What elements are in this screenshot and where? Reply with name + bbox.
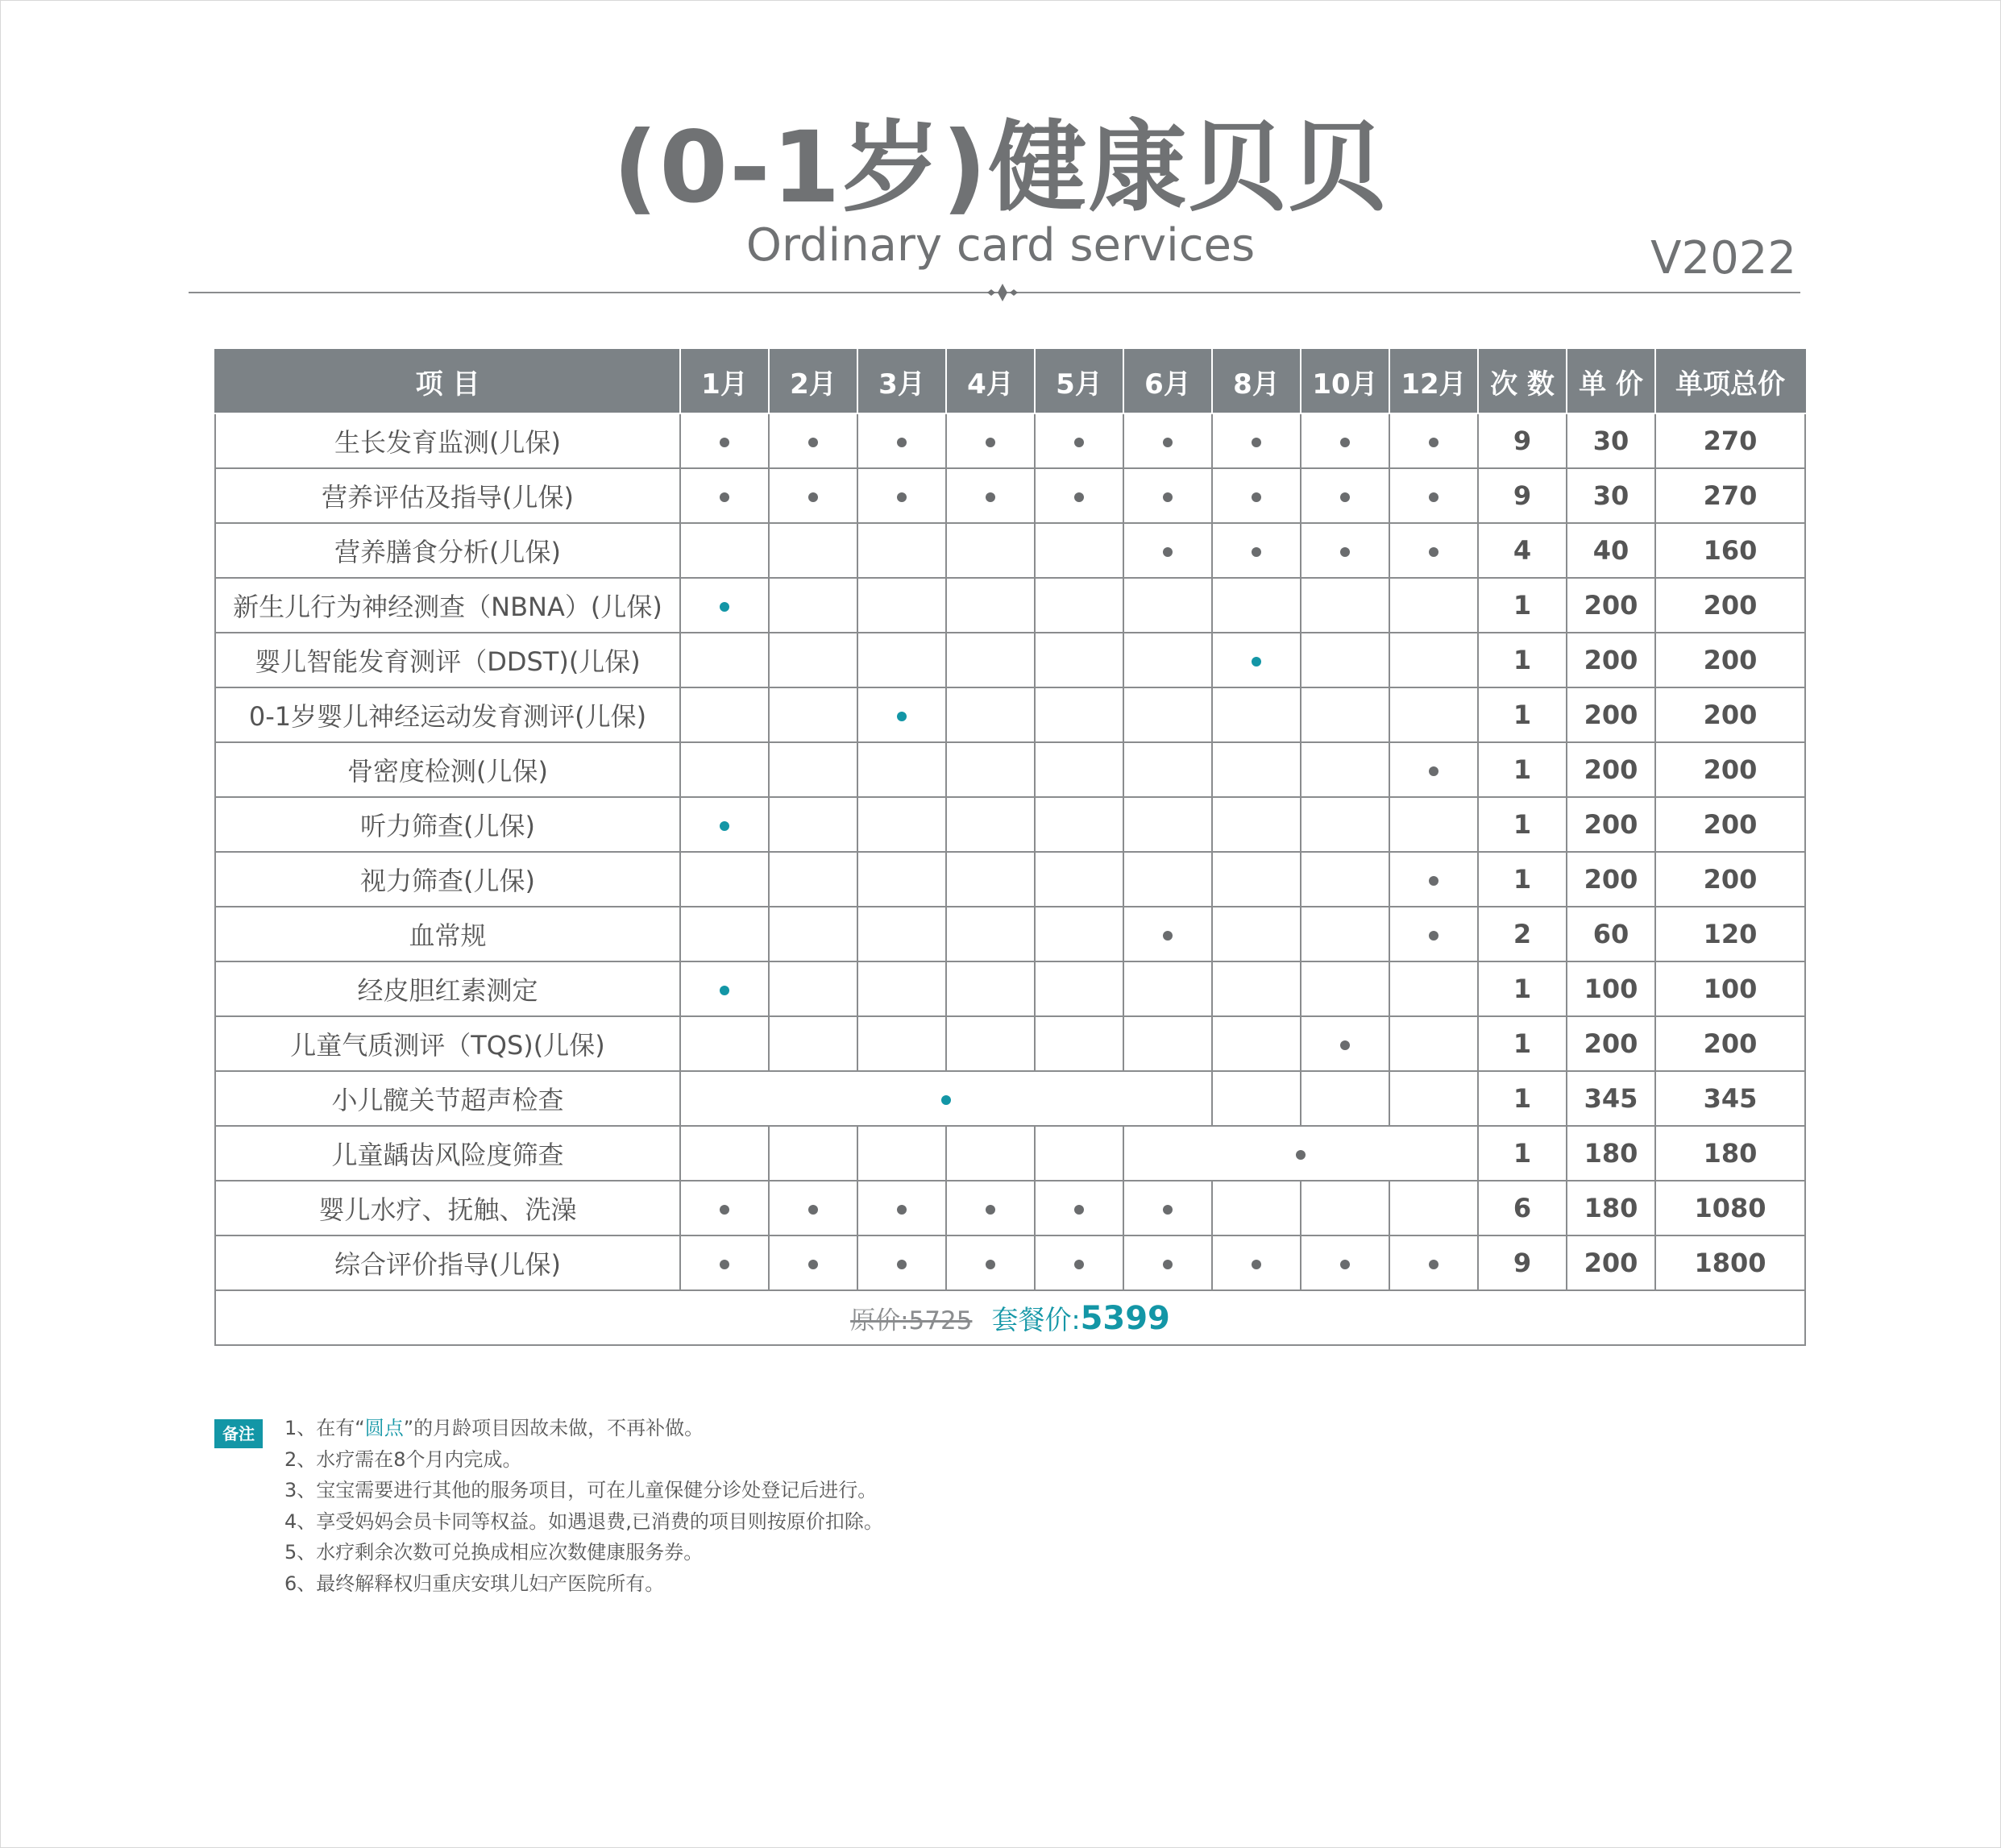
item-price: 200: [1567, 852, 1655, 907]
item-name: 骨密度检测(儿保): [215, 742, 680, 797]
table-row: [215, 523, 1805, 578]
note-text: 1、在有“: [284, 1417, 365, 1439]
note-item: 2、水疗需在8个月内完成。: [284, 1447, 522, 1471]
item-name: 血常规: [215, 907, 680, 961]
schedule-dot: [897, 1260, 907, 1269]
services-table: [214, 349, 1806, 1346]
ornament-icon: [983, 282, 1022, 303]
column-header: 次 数: [1478, 350, 1567, 413]
column-header: 8月: [1212, 350, 1301, 413]
column-header: 2月: [769, 350, 857, 413]
item-name: 听力筛查(儿保): [215, 797, 680, 852]
item-total: 1080: [1655, 1181, 1805, 1235]
schedule-dot: [1252, 657, 1261, 667]
item-count: 1: [1478, 961, 1567, 1016]
schedule-dot: [1163, 438, 1173, 447]
table-row: [215, 907, 1805, 961]
item-price: 30: [1567, 413, 1655, 468]
page-title: (0-1岁)健康贝贝: [612, 110, 1389, 225]
schedule-dot: [1429, 492, 1438, 502]
schedule-dot: [720, 986, 729, 995]
table-row: [215, 961, 1805, 1016]
item-count: 1: [1478, 1071, 1567, 1126]
item-count: 9: [1478, 468, 1567, 523]
item-price: 180: [1567, 1126, 1655, 1181]
schedule-dot: [986, 492, 995, 502]
item-name: 小儿髋关节超声检查: [215, 1071, 680, 1126]
schedule-dot: [1340, 1260, 1350, 1269]
schedule-dot: [1163, 492, 1173, 502]
schedule-dot: [1429, 876, 1438, 886]
schedule-dot: [1163, 1260, 1173, 1269]
column-header: 单 价: [1567, 350, 1655, 413]
item-price: 200: [1567, 578, 1655, 633]
item-price: 345: [1567, 1071, 1655, 1126]
table-row: [215, 1016, 1805, 1071]
schedule-dot: [1340, 1040, 1350, 1050]
item-name: 生长发育监测(儿保): [215, 413, 680, 468]
item-name: 视力筛查(儿保): [215, 852, 680, 907]
table-row: [215, 1235, 1805, 1290]
schedule-dot: [720, 492, 729, 502]
table-row: [215, 578, 1805, 633]
schedule-dot: [941, 1095, 951, 1105]
item-total: 270: [1655, 468, 1805, 523]
schedule-dot: [1163, 931, 1173, 941]
schedule-dot: [1074, 438, 1084, 447]
item-name: 儿童气质测评（TQS)(儿保): [215, 1016, 680, 1071]
item-total: 200: [1655, 1016, 1805, 1071]
note-item: 6、最终解释权归重庆安琪儿妇产医院所有。: [284, 1572, 665, 1595]
schedule-dot: [1252, 547, 1261, 557]
item-total: 1800: [1655, 1235, 1805, 1290]
schedule-dot: [1074, 1260, 1084, 1269]
table-row: [215, 742, 1805, 797]
item-count: 1: [1478, 742, 1567, 797]
item-total: 200: [1655, 687, 1805, 742]
item-count: 1: [1478, 797, 1567, 852]
schedule-dot: [897, 438, 907, 447]
item-price: 200: [1567, 797, 1655, 852]
schedule-dot: [1429, 1260, 1438, 1269]
table-row: [215, 413, 1805, 468]
schedule-dot: [1340, 547, 1350, 557]
summary-row: [215, 1290, 1805, 1345]
item-name: 婴儿水疗、抚触、洗澡: [215, 1181, 680, 1235]
table-row: [215, 468, 1805, 523]
schedule-dot: [1074, 492, 1084, 502]
note-item: 4、享受妈妈会员卡同等权益。如遇退费,已消费的项目则按原价扣除。: [284, 1510, 883, 1533]
item-count: 1: [1478, 1126, 1567, 1181]
schedule-dot: [897, 1205, 907, 1215]
item-total: 100: [1655, 961, 1805, 1016]
item-total: 200: [1655, 797, 1805, 852]
table-row: [215, 687, 1805, 742]
item-count: 4: [1478, 523, 1567, 578]
schedule-dot: [720, 438, 729, 447]
item-count: 6: [1478, 1181, 1567, 1235]
item-total: 200: [1655, 633, 1805, 687]
schedule-dot: [808, 1205, 818, 1215]
schedule-dot: [1163, 1205, 1173, 1215]
schedule-dot: [720, 602, 729, 612]
schedule-dot: [1340, 438, 1350, 447]
item-total: 200: [1655, 852, 1805, 907]
item-name: 婴儿智能发育测评（DDST)(儿保): [215, 633, 680, 687]
item-total: 200: [1655, 742, 1805, 797]
schedule-dot: [1340, 492, 1350, 502]
note-text: ”的月龄项目因故未做，不再补做。: [403, 1417, 704, 1439]
table-row: [215, 852, 1805, 907]
schedule-dot: [1429, 931, 1438, 941]
schedule-dot: [1163, 547, 1173, 557]
column-header: 6月: [1123, 350, 1212, 413]
schedule-dot: [808, 438, 818, 447]
column-header: 5月: [1035, 350, 1123, 413]
original-price: 原价:5725: [850, 1306, 973, 1335]
schedule-dot: [720, 1205, 729, 1215]
item-price: 200: [1567, 633, 1655, 687]
schedule-dot: [1296, 1150, 1306, 1160]
schedule-dot: [808, 1260, 818, 1269]
item-total: 345: [1655, 1071, 1805, 1126]
item-count: 1: [1478, 687, 1567, 742]
schedule-dot: [986, 1205, 995, 1215]
column-header: 10月: [1301, 350, 1389, 413]
item-count: 1: [1478, 1016, 1567, 1071]
item-name: 综合评价指导(儿保): [215, 1235, 680, 1290]
note-item: 3、宝宝需要进行其他的服务项目，可在儿童保健分诊处登记后进行。: [284, 1479, 878, 1501]
schedule-dot: [1429, 438, 1438, 447]
schedule-dot: [986, 1260, 995, 1269]
item-price: 200: [1567, 687, 1655, 742]
column-header: 1月: [680, 350, 769, 413]
table-header-row: [215, 350, 1805, 413]
schedule-dot: [1074, 1205, 1084, 1215]
item-name: 经皮胆红素测定: [215, 961, 680, 1016]
item-price: 180: [1567, 1181, 1655, 1235]
note-highlight: 圆点: [364, 1417, 404, 1439]
item-price: 200: [1567, 1016, 1655, 1071]
item-price: 30: [1567, 468, 1655, 523]
schedule-dot: [808, 492, 818, 502]
item-count: 2: [1478, 907, 1567, 961]
schedule-dot: [986, 438, 995, 447]
column-header: 单项总价: [1655, 350, 1805, 413]
notes-tag: 备注: [214, 1419, 263, 1448]
package-price: 5399: [1080, 1299, 1170, 1337]
column-header: 3月: [857, 350, 946, 413]
item-total: 180: [1655, 1126, 1805, 1181]
item-total: 200: [1655, 578, 1805, 633]
item-total: 120: [1655, 907, 1805, 961]
item-total: 270: [1655, 413, 1805, 468]
schedule-dot: [897, 712, 907, 721]
schedule-dot: [897, 492, 907, 502]
item-count: 1: [1478, 578, 1567, 633]
package-price-label: 套餐价:: [991, 1303, 1081, 1335]
item-name: 营养膳食分析(儿保): [215, 523, 680, 578]
schedule-dot: [1429, 766, 1438, 776]
item-name: 儿童龋齿风险度筛查: [215, 1126, 680, 1181]
item-name: 新生儿行为神经测查（NBNA）(儿保): [215, 578, 680, 633]
schedule-dot: [1252, 492, 1261, 502]
version-label: V2022: [1650, 232, 1796, 284]
item-price: 60: [1567, 907, 1655, 961]
item-name: 0-1岁婴儿神经运动发育测评(儿保): [215, 687, 680, 742]
table-row: [215, 1126, 1805, 1181]
column-header: 4月: [946, 350, 1035, 413]
item-price: 200: [1567, 1235, 1655, 1290]
item-count: 9: [1478, 1235, 1567, 1290]
note-item: [284, 1413, 883, 1444]
schedule-dot: [1429, 547, 1438, 557]
item-count: 1: [1478, 633, 1567, 687]
table-row: [215, 1071, 1805, 1126]
table-row: [215, 633, 1805, 687]
table-row: [215, 797, 1805, 852]
page-subtitle: Ordinary card services: [745, 219, 1256, 272]
item-name: 营养评估及指导(儿保): [215, 468, 680, 523]
schedule-dot: [720, 1260, 729, 1269]
schedule-dot: [1252, 438, 1261, 447]
note-item: 5、水疗剩余次数可兑换成相应次数健康服务券。: [284, 1541, 704, 1564]
schedule-dot: [1252, 1260, 1261, 1269]
notes-list: [284, 1413, 883, 1599]
column-header: 12月: [1389, 350, 1478, 413]
column-header: 项 目: [215, 350, 680, 413]
item-total: 160: [1655, 523, 1805, 578]
item-count: 1: [1478, 852, 1567, 907]
item-price: 40: [1567, 523, 1655, 578]
item-count: 9: [1478, 413, 1567, 468]
item-price: 100: [1567, 961, 1655, 1016]
table-row: [215, 1181, 1805, 1235]
item-price: 200: [1567, 742, 1655, 797]
schedule-dot: [720, 821, 729, 831]
